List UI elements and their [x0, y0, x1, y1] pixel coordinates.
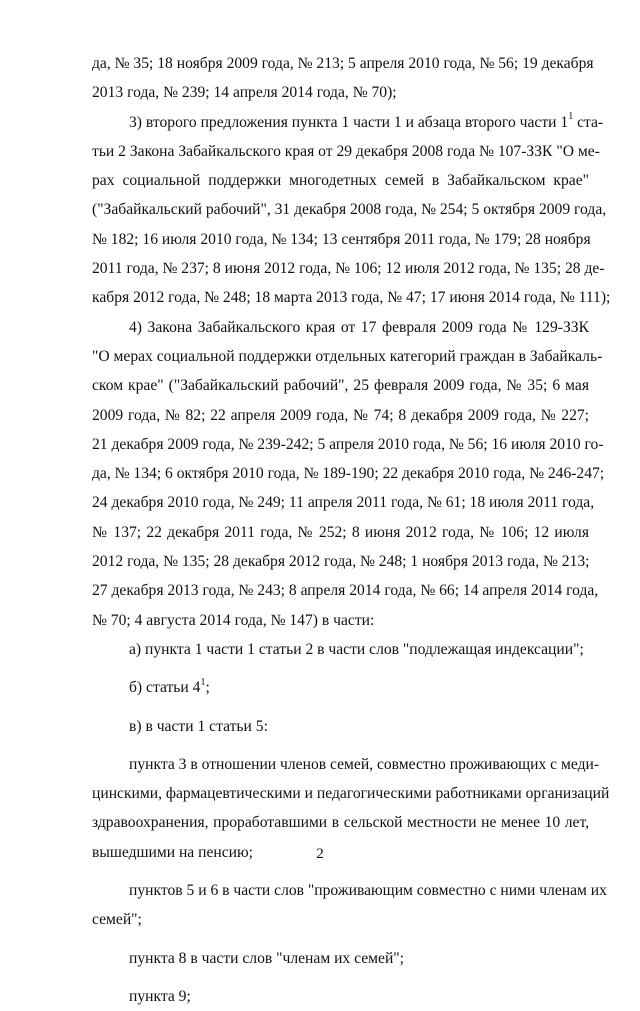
text-fragment: б) статьи 4 [129, 679, 201, 697]
text-line: 2013 года, № 239; 14 апреля 2014 года, № 70); [92, 84, 397, 102]
text-line: "О мерах социальной поддержки отдельных категорий граждан в Забайкаль- [92, 347, 603, 365]
text-line [92, 108, 604, 137]
text-line: 2012 года, № 135; 28 декабря 2012 года, № 248; 1 ноября 2013 года, № 213; [92, 553, 590, 571]
text-line: кабря 2012 года, № 248; 18 марта 2013 года, № 47; 17 июня 2014 года, № 111); [92, 289, 611, 307]
text-line [92, 673, 589, 702]
text-line: 24 декабря 2010 года, № 249; 11 апреля 2011 года, № 61; 18 июля 2011 года, [92, 494, 595, 512]
text-line: 2011 года, № 237; 8 июня 2012 года, № 106; 12 июля 2012 года, № 135; 28 де- [92, 260, 605, 278]
text-line: да, № 35; 18 ноября 2009 года, № 213; 5 апреля 2010 года, № 56; 19 декабря [92, 55, 594, 72]
text-line: цинскими, фармацевтическими и педагогическими работниками организаций [92, 785, 610, 803]
text-line: пункта 9; [129, 987, 191, 1005]
text-line: вышедшими на пенсию; [92, 843, 253, 861]
text-line: ском крае" ("Забайкальский рабочий", 25 февраля 2009 года, № 35; 6 мая [92, 377, 589, 395]
text-line: семей"; [92, 911, 142, 929]
text-fragment: ста- [573, 113, 604, 131]
text-line: в) в части 1 статьи 5: [129, 717, 268, 735]
text-fragment: ; [205, 679, 210, 697]
page-number: 2 [316, 846, 324, 862]
text-line: пункта 3 в отношении членов семей, совместно проживающих с меди- [129, 755, 600, 773]
text-line: 27 декабря 2013 года, № 243; 8 апреля 2014 года, № 66; 14 апреля 2014 года, [92, 582, 599, 600]
text-line: здравоохранения, проработавшими в сельской местности не менее 10 лет, [92, 814, 589, 832]
text-line: 2009 года, № 82; 22 апреля 2009 года, № 74; 8 декабря 2009 года, № 227; [92, 406, 589, 424]
text-line: пункта 8 в части слов "членам их семей"; [129, 949, 404, 967]
text-line: тьи 2 Закона Забайкальского края от 29 декабря 2008 года № 107-ЗЗК "О ме- [92, 142, 600, 160]
text-fragment: 3) второго предложения пункта 1 части 1 и абзаца второго части 1 [129, 113, 569, 131]
text-line: да, № 134; 6 октября 2010 года, № 189-190; 22 декабря 2010 года, № 246-247; [92, 465, 605, 483]
text-line: 4) Закона Забайкальского края от 17 февраля 2009 года № 129-ЗЗК [129, 318, 589, 336]
text-line: пунктов 5 и 6 в части слов "проживающим совместно с ними членам их [129, 882, 607, 900]
text-line: № 182; 16 июля 2010 года, № 134; 13 сентября 2011 года, № 179; 28 ноября [92, 230, 591, 248]
text-line: № 137; 22 декабря 2011 года, № 252; 8 июня 2012 года, № 106; 12 июля [92, 523, 589, 541]
superscript: 1 [568, 111, 574, 123]
text-line: № 70; 4 августа 2014 года, № 147) в части: [92, 611, 375, 629]
text-line: ("Забайкальский рабочий", 31 декабря 2008 года, № 254; 5 октября 2009 года, [92, 201, 607, 219]
superscript: 1 [200, 677, 206, 689]
text-line: рах социальной поддержки многодетных семей в Забайкальском крае" [92, 172, 589, 190]
text-line: 21 декабря 2009 года, № 239-242; 5 апреля 2010 года, № 56; 16 июля 2010 го- [92, 435, 604, 453]
text-line: а) пункта 1 части 1 статьи 2 в части слов "подлежащая индексации"; [129, 640, 584, 658]
document-body [92, 49, 611, 1011]
